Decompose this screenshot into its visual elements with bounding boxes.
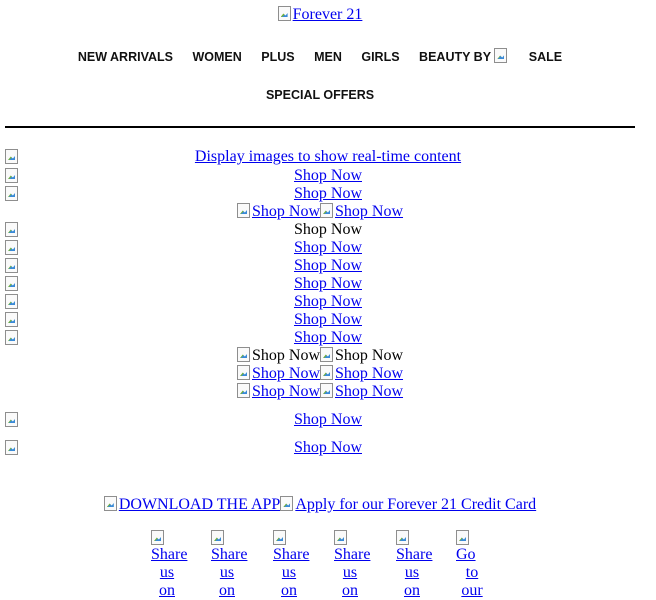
banner-row[interactable] (0, 167, 640, 185)
share-line[interactable]: Share (273, 546, 310, 563)
shop-now-image-link[interactable] (320, 365, 403, 382)
banner-row[interactable] (0, 293, 640, 311)
banner-pair (0, 203, 640, 221)
share-line[interactable]: to (465, 564, 479, 581)
shop-now-alt[interactable]: Shop Now (335, 203, 404, 220)
display-images-link[interactable]: Display images to show real-time content (194, 148, 462, 165)
share-line[interactable]: on (159, 582, 175, 599)
shop-now-image-link[interactable] (320, 203, 403, 220)
broken-image-icon (104, 496, 118, 511)
share-link[interactable] (334, 530, 371, 600)
broken-image-icon (278, 6, 292, 21)
divider (5, 126, 635, 128)
nav-beauty-label[interactable]: BEAUTY BY (419, 50, 491, 64)
share-line[interactable]: us (159, 564, 175, 581)
banner-pair (0, 383, 640, 401)
shop-now-link[interactable]: Shop Now (293, 329, 362, 346)
shop-now-link[interactable]: Shop Now (293, 293, 362, 310)
shop-now-alt[interactable]: Shop Now (251, 203, 320, 220)
shop-now-alt[interactable]: Shop Now (335, 383, 404, 400)
shop-now-image (320, 347, 403, 364)
broken-image-icon (456, 530, 470, 545)
share-line[interactable]: us (404, 564, 420, 581)
share-line[interactable]: us (342, 564, 358, 581)
nav-sale[interactable]: SALE (528, 50, 563, 64)
shop-now-alt[interactable]: Shop Now (335, 365, 404, 382)
broken-image-icon (237, 365, 251, 380)
shop-now-image-link[interactable] (237, 365, 320, 382)
broken-image-icon (494, 48, 508, 63)
share-line[interactable]: us (281, 564, 297, 581)
broken-image-icon (320, 383, 334, 398)
share-link[interactable] (151, 530, 188, 600)
secondary-nav (0, 88, 640, 102)
share-line[interactable]: Share (211, 546, 248, 563)
share-line[interactable]: Share (151, 546, 188, 563)
shop-now-link[interactable]: Shop Now (293, 185, 362, 202)
shop-now-alt: Shop Now (335, 347, 404, 364)
shop-now-text: Shop Now (293, 221, 362, 238)
broken-image-icon (320, 347, 334, 362)
social-share-bar (151, 530, 491, 600)
shop-now-alt: Shop Now (251, 347, 320, 364)
banner-pair (0, 347, 640, 365)
shop-now-link[interactable]: Shop Now (293, 257, 362, 274)
shop-now-link[interactable]: Shop Now (293, 439, 362, 456)
broken-image-icon (237, 203, 251, 218)
download-app-link[interactable] (104, 496, 280, 513)
shop-now-link[interactable]: Shop Now (293, 167, 362, 184)
broken-image-icon (151, 530, 165, 545)
banner-pair (0, 365, 640, 383)
shop-now-link[interactable]: Shop Now (293, 275, 362, 292)
banner-row[interactable] (0, 311, 640, 329)
broken-image-icon (320, 365, 334, 380)
nav-girls[interactable]: GIRLS (361, 50, 400, 64)
share-link[interactable] (396, 530, 433, 600)
broken-image-icon (273, 530, 287, 545)
banner-row (0, 221, 640, 239)
nav-men[interactable]: MEN (314, 50, 342, 64)
banner-row[interactable] (0, 439, 640, 457)
share-line[interactable]: Share (396, 546, 433, 563)
main-nav (0, 48, 640, 64)
nav-women[interactable]: WOMEN (192, 50, 242, 64)
footer-links (0, 496, 640, 514)
share-line[interactable]: on (281, 582, 297, 599)
shop-now-image-link[interactable] (237, 203, 320, 220)
share-link[interactable] (273, 530, 310, 600)
broken-image-icon (211, 530, 225, 545)
broken-image-icon (320, 203, 334, 218)
credit-card-link[interactable] (280, 496, 536, 513)
logo[interactable] (278, 6, 363, 23)
download-app-label[interactable]: DOWNLOAD THE APP (118, 496, 281, 513)
shop-now-image (237, 347, 320, 364)
logo-alt[interactable]: Forever 21 (292, 6, 363, 23)
share-line[interactable]: on (342, 582, 358, 599)
credit-card-label[interactable]: Apply for our Forever 21 Credit Card (295, 496, 537, 513)
shop-now-alt[interactable]: Shop Now (251, 383, 320, 400)
broken-image-icon (237, 347, 251, 362)
broken-image-icon (280, 496, 294, 511)
shop-now-link[interactable]: Shop Now (293, 311, 362, 328)
share-line[interactable]: our (461, 582, 483, 599)
shop-now-link[interactable]: Shop Now (293, 239, 362, 256)
banner-row[interactable] (0, 275, 640, 293)
share-line[interactable]: Share (334, 546, 371, 563)
banner-row[interactable] (0, 411, 640, 429)
share-link[interactable] (211, 530, 248, 600)
broken-image-icon (396, 530, 410, 545)
share-line[interactable]: on (404, 582, 420, 599)
go-to-link[interactable] (456, 530, 488, 600)
shop-now-link[interactable]: Shop Now (293, 411, 362, 428)
shop-now-image-link[interactable] (237, 383, 320, 400)
nav-special-offers[interactable]: SPECIAL OFFERS (265, 88, 375, 102)
banner-row[interactable] (0, 185, 640, 203)
share-line[interactable]: us (219, 564, 235, 581)
nav-new-arrivals[interactable]: NEW ARRIVALS (77, 50, 173, 64)
share-line[interactable]: on (219, 582, 235, 599)
broken-image-icon (334, 530, 348, 545)
shop-now-image-link[interactable] (320, 383, 403, 400)
nav-plus[interactable]: PLUS (261, 50, 295, 64)
banner-row[interactable] (0, 148, 640, 166)
banner-row[interactable] (0, 329, 640, 347)
logo-link[interactable] (0, 6, 640, 24)
banner-row[interactable] (0, 239, 640, 257)
banner-row[interactable] (0, 257, 640, 275)
shop-now-alt[interactable]: Shop Now (251, 365, 320, 382)
nav-beauty-by[interactable] (419, 48, 509, 64)
broken-image-icon (237, 383, 251, 398)
share-line[interactable]: Go (456, 546, 476, 563)
